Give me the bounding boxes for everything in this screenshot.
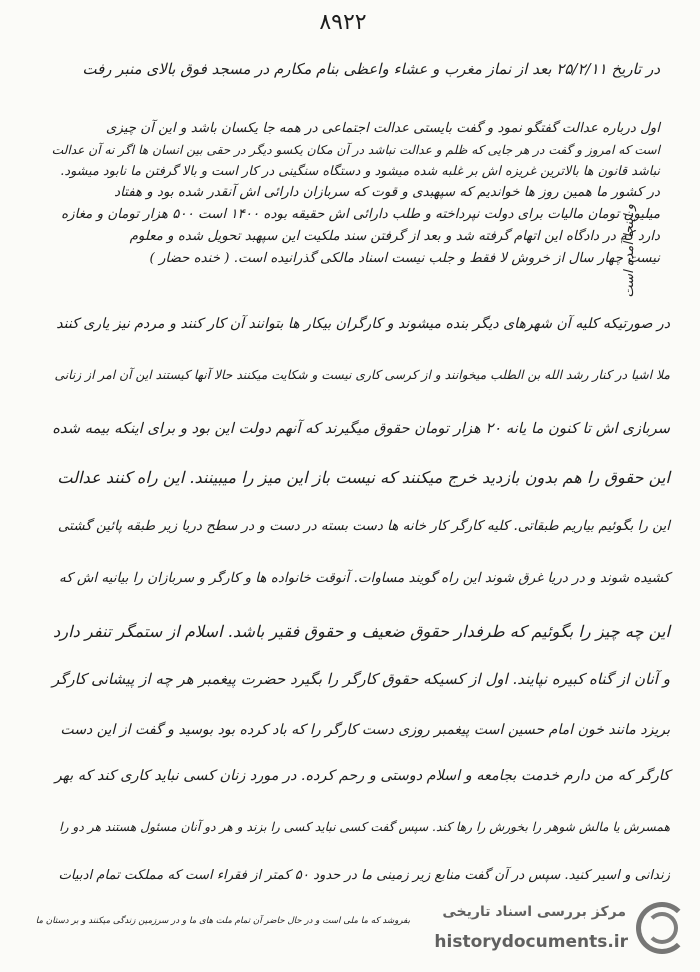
paragraph2-line-3: سربازی اش تا کنون ما یانه ۲۰ هزار تومان حقوق میگیرند که آنهم دولت این بود و برای اینکه بیمه شده xyxy=(52,420,670,437)
paragraph1-line-7: نیست چهار سال از خروش لا فقط و جلب نیست اسناد مالکی گذرانیده است. ( خنده حضار ) xyxy=(149,251,660,266)
paragraph2-line-8: و آنان از گناه کبیره نپایند. اول از کسیکه حقوق کارگر را بگیرد حضرت پیغمبر هر چه از پیشانی کارگر xyxy=(52,670,670,688)
paragraph2-line-12: زندانی و اسیر کنید. سپس در آن گفت منابع زیر زمینی ما در حدود ۵۰ کمتر از فقراء است که مملکت تمام ادبیات xyxy=(58,868,670,883)
paragraph2-line-7: این چه چیز را بگوئیم که طرفدار حقوق ضعیف و حقوق فقیر باشد. اسلام از ستمگر تنفر دارد xyxy=(53,622,670,641)
watermark-logo-inner-icon xyxy=(646,912,678,944)
paragraph2-line-6: کشیده شوند و در دریا غرق شوند این راه گویند مساوات. آنوقت خانواده ها و کارگر و سربازان را بیانیه اش که xyxy=(58,570,670,586)
paragraph1-line-5: میلیون تومان مالیات برای دولت نپرداخته و طلب دارائی اش حقیقه بوده ۱۴۰۰ است ۵۰۰ هزار تومان و مغازه xyxy=(61,207,660,222)
paragraph2-line-10: کارگر که من دارم خدمت بجامعه و اسلام دوستی و رحم کرده. در مورد زنان کسی نباید کاری کند که بهر xyxy=(54,768,670,784)
paragraph1-line-3: نباشد قانون ها بالاترین غریزه اش بر غلبه شده میشود و دستگاه سنگینی در کار است و بالا گرفتن ما نابود میشود. xyxy=(60,164,660,179)
paragraph2-line-1: در صورتیکه کلیه آن شهرهای دیگر بنده میشوند و کارگران بیکار ها بتوانند آن کار کنند و مردم نیز یاری کنند xyxy=(56,316,670,332)
paragraph2-line-9: بریزد مانند خون امام حسین است پیغمبر روزی دست کارگر را که باد کرده بود بوسید و گفت از این دست xyxy=(60,722,670,738)
paragraph2-line-2: ملا اشیا در کنار رشد الله بن الطلب میخوانند و از کرسی کاری نیست و شکایت میکنند حالا آنها کیستند این آن امر از زنانی xyxy=(54,368,670,382)
paragraph1-line-1: اول درباره عدالت گفتگو نمود و گفت بایستی عدالت اجتماعی در همه جا یکسان باشد و این آن چیزی xyxy=(105,121,660,136)
paragraph1-line-2: است که امروز و گفت در هر جایی که ظلم و عدالت نباشد در آن مکان یکسو دیگر در حقی بین انسان ها اگر نه آن عدالت xyxy=(51,143,660,157)
margin-note: و اینجا آمده است xyxy=(622,204,637,298)
archive-watermark xyxy=(418,898,688,964)
paragraph1-line-4: در کشور ما همین روز ها خواندیم که سپهبدی و قوت که سربازان دارائی اش آنقدر شده بود و هفتاد xyxy=(114,185,660,200)
paragraph2-line-5: این را بگوئیم بیاریم طبقاتی. کلیه کارگر کار خانه ها دست بسته در دست و در سطح دریا زیر طبقه پائین گشتی xyxy=(57,518,670,534)
header-line: در تاریخ ۲۵/۲/۱۱ بعد از نماز مغرب و عشاء واعظی بنام مکارم در مسجد فوق بالای منبر رفت xyxy=(82,60,660,78)
watermark-url: historydocuments.ir xyxy=(434,932,628,952)
page-number: ۸۹۲۲ xyxy=(319,10,367,35)
paragraph1-line-6: دارد که در دادگاه این اتهام گرفته شد و بعد از گرفتن سند ملکیت این سپهبد تحویل شده و معلوم xyxy=(129,229,660,244)
paragraph2-line-13: بفروشد که ما ملی است و در حال حاضر آن تمام ملت های ما و در سرزمین زندگی میکنند و بر دستان ما xyxy=(35,916,410,926)
watermark-title: مرکز بررسی اسناد تاریخی xyxy=(442,904,626,920)
paragraph2-line-4: این حقوق را هم بدون بازدید خرج میکنند که نیست باز این میز را میبینند. این راه کنند عدالت xyxy=(57,468,670,487)
paragraph2-line-11: همسرش یا مالش شوهر را بخورش را رها کند. سپس گفت کسی نباید کسی را بزند و هر دو آنان مسئول هستند هر دو را xyxy=(59,820,670,834)
